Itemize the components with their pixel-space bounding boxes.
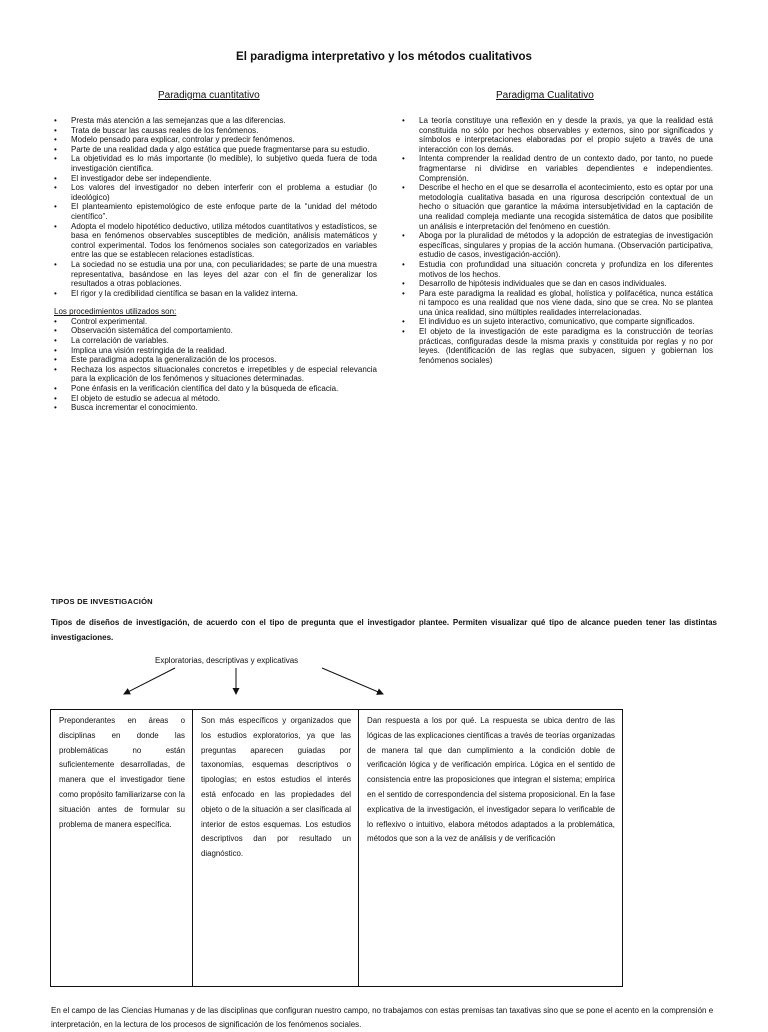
list-item-text: • Desarrollo de hipótesis individuales que se dan en casos individuales.	[419, 279, 667, 289]
list-item-text: • Busca incrementar el conocimiento.	[71, 403, 198, 413]
list-item-text: • Control experimental.	[71, 316, 148, 326]
list-item	[402, 183, 713, 231]
quantitative-column	[54, 116, 377, 413]
list-item-text: • El individuo es un sujeto interactivo, comunicativo, que comparte significados.	[419, 317, 695, 327]
list-item	[54, 174, 377, 184]
arrow-left	[124, 668, 175, 694]
qualitative-list	[402, 116, 713, 365]
list-item-text: • Estudia con profundidad una situación concreta y profundiza en los diferentes motivos de los hechos.	[419, 259, 713, 279]
list-item	[402, 154, 713, 183]
list-item	[402, 231, 713, 260]
section-paragraph: Tipos de diseños de investigación, de acuerdo con el tipo de pregunta que el investigador plantee. Permiten visualizar qué tipo de alcance pueden tener las distintas investigaciones.	[51, 618, 717, 642]
list-item	[54, 183, 377, 202]
exploratory-cell: Preponderantes en áreas o disciplinas en donde las problemáticas no están suficientemente desarrolladas, de manera que el investigador tiene como propósito familiarizarse con la situación antes de formular su problema de manera específica.	[51, 710, 193, 986]
list-item-text: • Rechaza los aspectos situacionales concretos e irrepetibles y de especial relevancia para la explicación de los fenómenos y situaciones determinadas.	[71, 364, 377, 384]
diagram-label: Exploratorias, descriptivas y explicativas	[155, 656, 299, 665]
procedures-list	[54, 317, 377, 413]
closing-paragraph: En el campo de las Ciencias Humanas y de las disciplinas que configuran nuestro campo, no trabajamos con estas premisas tan taxativas sino que se pone el acento en la comprensión e interpretación, en la lectura de los procesos de significación de los fenómenos sociales.	[51, 1006, 714, 1029]
list-item	[54, 355, 377, 365]
list-item	[402, 327, 713, 365]
procedures-title: Los procedimientos utilizados son:	[54, 307, 177, 317]
list-item	[402, 289, 713, 318]
list-item-text: • Observación sistemática del comportamiento.	[71, 326, 233, 336]
document-title: El paradigma interpretativo y los métodos cualitativos	[236, 51, 532, 63]
list-item	[402, 317, 713, 327]
list-item-text: • Parte de una realidad dada y algo estática que puede fragmentarse para su estudio.	[71, 144, 370, 154]
list-item	[54, 394, 377, 404]
list-item	[54, 289, 377, 299]
list-item	[54, 346, 377, 356]
list-item-text: • Trata de buscar las causas reales de los fenómenos.	[71, 125, 259, 135]
list-item	[54, 326, 377, 336]
list-item	[402, 260, 713, 279]
list-item	[54, 154, 377, 173]
list-item-text: • La objetividad es lo más importante (lo medible), lo subjetivo queda fuera de toda investigación científica.	[71, 154, 377, 173]
list-item-text: • Para este paradigma la realidad es global, holística y polifacética, nunca estática ni tampoco es una realidad que nos viene dada, sino que se crea. No se plantea una única realidad, sino múltiples realidades interrelacionadas.	[419, 288, 713, 317]
list-item-text: • Los valores del investigador no deben interferir con el problema a estudiar (lo ideológico)	[71, 183, 377, 202]
list-item	[402, 279, 713, 289]
list-item-text: • Modelo pensado para explicar, controlar y predecir fenómenos.	[71, 135, 295, 145]
list-item-text: • Pone énfasis en la verificación científica del dato y la búsqueda de eficacia.	[71, 384, 339, 394]
list-item-text: • La sociedad no se estudia una por una, con peculiaridades; se parte de una muestra representativa, basándose en las leyes del azar con el fin de generalizar los resultados a otras poblaciones.	[71, 259, 377, 289]
list-item-text: • Intenta comprender la realidad dentro de un contexto dado, por tanto, no puede fragmentarse ni dividirse en variables dependientes e independientes. Comprensión.	[419, 154, 713, 183]
list-item-text: • Este paradigma adopta la generalización de los procesos.	[71, 355, 277, 365]
list-item	[402, 116, 713, 154]
list-item	[54, 145, 377, 155]
list-item	[54, 135, 377, 145]
list-item	[54, 384, 377, 394]
arrow-right	[322, 668, 383, 694]
quantitative-list	[54, 116, 377, 298]
list-item	[54, 260, 377, 289]
list-item-text: • Describe el hecho en el que se desarrolla el acontecimiento, esto es optar por una metodología cualitativa basada en una rigurosa descripción contextual de un hecho o situación que garantice la máxima intersubjetividad en la captación de una realidad compleja mediante una recogida sistemática de datos que posibilite un análisis e interpretación del fenómeno en cuestión.	[419, 183, 713, 231]
list-item-text: • El rigor y la credibilidad científica se basan en la validez interna.	[71, 288, 298, 298]
list-item-text: • La correlación de variables.	[71, 336, 169, 346]
list-item-text: • El objeto de la investigación de este paradigma es la construcción de teorías prácticas, configuradas desde la misma praxis y constituida por reglas y no por leyes. (Identificación de las reglas que subyacen, siguen y gobiernan los fenómenos sociales)	[419, 327, 713, 365]
list-item	[54, 336, 377, 346]
investigation-types-table	[50, 709, 623, 987]
list-item-text: • Aboga por la pluralidad de métodos y la adopción de estrategias de investigación específicas, singulares y propias de la acción humana. (Observación participativa, estudio de casos, investigación-acción).	[419, 231, 713, 260]
left-column-heading: Paradigma cuantitativo	[158, 90, 260, 101]
descriptive-cell: Son más específicos y organizados que los estudios exploratorios, ya que las preguntas aparecen guiadas por taxonomías, esquemas descriptivos o tipologías; en estos estudios el interés está enfocado en las propiedades del objeto o de la situación a ser clasificada al interior de estos esquemas. Los estudios descriptivos dan por resultado un diagnóstico.	[193, 710, 359, 986]
list-item-text: • La teoría constituye una reflexión en y desde la praxis, ya que la realidad está constituida no sólo por hechos observables y externos, sino por significados y símbolos e interpretaciones elaboradas por el propio sujeto a través de una interacción con los demás.	[419, 116, 713, 154]
list-item-text: • Adopta el modelo hipotético deductivo, utiliza métodos cuantitativos y estadísticos, se basa en fenómenos observables susceptibles de medición, análisis matemáticos y control experimental. Todos los fenómenos sociales son categorizados en variables entre las que se establecen relaciones estadísticas.	[71, 221, 377, 260]
list-item-text: • El investigador debe ser independiente.	[71, 173, 212, 183]
section-heading: TIPOS DE INVESTIGACIÓN	[51, 597, 153, 606]
right-column-heading: Paradigma Cualitativo	[496, 90, 594, 101]
list-item	[54, 126, 377, 136]
list-item	[54, 116, 377, 126]
list-item	[54, 317, 377, 327]
list-item	[54, 202, 377, 221]
list-item	[54, 365, 377, 384]
list-item	[54, 222, 377, 260]
list-item-text: • El planteamiento epistemológico de este enfoque parte de la “unidad del método científico”.	[71, 202, 377, 221]
list-item-text: • Implica una visión restringida de la realidad.	[71, 345, 227, 355]
list-item-text: • Presta más atención a las semejanzas que a las diferencias.	[71, 116, 286, 125]
list-item-text: • El objeto de estudio se adecua al método.	[71, 393, 220, 403]
list-item	[54, 403, 377, 413]
qualitative-column	[402, 116, 713, 365]
explanatory-cell: Dan respuesta a los por qué. La respuesta se ubica dentro de las lógicas de las explicaciones científicas a través de teorías organizadas de manera tal que dan cumplimiento a la condición doble de verificación lógica y de verificación empírica. Lógica en el sentido de consistencia entre las proposiciones que integran el sistema; empírica en el sentido de correspondencia del sistema proposicional. En la fase explicativa de la investigación, el investigador separa lo verificable de lo reflexivo o intuitivo, elabora métodos adaptados a la problemática, métodos que son a la vez de análisis y de verificación	[367, 716, 615, 844]
diagram-arrows	[110, 664, 410, 704]
